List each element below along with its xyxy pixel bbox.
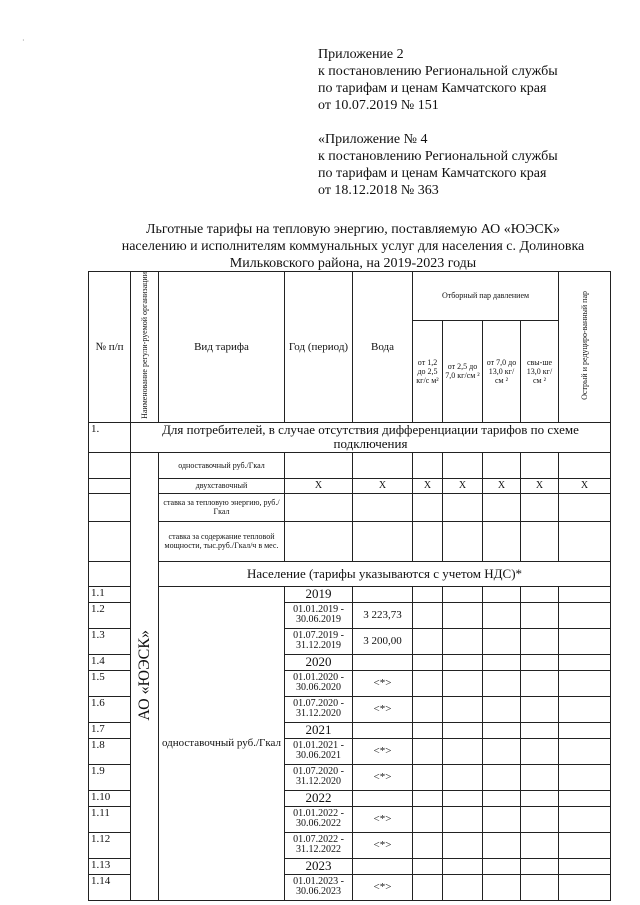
header-line: к постановлению Региональной службы xyxy=(318,64,558,79)
row-year: 2021 xyxy=(285,722,353,738)
empty-cell xyxy=(483,790,521,806)
row-water: <*> xyxy=(353,738,413,764)
header-steam-3: от 7,0 до 13,0 кг/см ² xyxy=(483,320,521,422)
empty-cell xyxy=(559,790,611,806)
row-water: <*> xyxy=(353,806,413,832)
header-steam-4: свы-ше 13,0 кг/см ² xyxy=(521,320,559,422)
empty-cell xyxy=(89,493,131,521)
empty-cell xyxy=(443,521,483,561)
header-line: от 10.07.2019 № 151 xyxy=(318,98,439,113)
header-tariff-type: Вид тарифа xyxy=(159,272,285,423)
empty-cell xyxy=(443,654,483,670)
empty-cell xyxy=(443,738,483,764)
empty-cell xyxy=(559,874,611,900)
empty-cell xyxy=(483,806,521,832)
empty-cell xyxy=(443,602,483,628)
empty-cell xyxy=(443,586,483,602)
header-line: к постановлению Региональной службы xyxy=(318,149,558,164)
empty-cell xyxy=(285,452,353,478)
row-period: 01.07.2019 - 31.12.2019 xyxy=(285,628,353,654)
empty-cell xyxy=(483,832,521,858)
row-num: 1.11 xyxy=(89,806,131,832)
empty-cell xyxy=(559,521,611,561)
row-num: 1.10 xyxy=(89,790,131,806)
empty-cell xyxy=(353,790,413,806)
tariff-table xyxy=(88,271,611,901)
empty-cell xyxy=(89,452,131,478)
header-sharp-steam-label: Острый и редуциро-ванный пар xyxy=(580,291,589,400)
empty-cell xyxy=(353,654,413,670)
empty-cell xyxy=(559,654,611,670)
row-period: 01.01.2019 - 30.06.2019 xyxy=(285,602,353,628)
empty-cell xyxy=(443,874,483,900)
empty-cell xyxy=(443,670,483,696)
empty-cell xyxy=(443,722,483,738)
org-cell xyxy=(131,452,159,900)
scan-artifact: · xyxy=(22,36,25,45)
empty-cell xyxy=(413,602,443,628)
tariff-table-wrapper xyxy=(88,271,610,901)
row-num: 1.14 xyxy=(89,874,131,900)
section-num: 1. xyxy=(89,422,131,452)
empty-cell xyxy=(483,602,521,628)
document-title xyxy=(88,221,618,272)
appendix-header-current xyxy=(318,46,558,114)
empty-cell xyxy=(353,521,413,561)
header-line: «Приложение № 4 xyxy=(318,132,428,147)
empty-cell xyxy=(483,670,521,696)
empty-cell xyxy=(559,628,611,654)
empty-cell xyxy=(413,696,443,722)
empty-cell xyxy=(521,452,559,478)
header-steam-1: от 1,2 до 2,5 кг/с м² xyxy=(413,320,443,422)
empty-cell xyxy=(285,521,353,561)
header-org-label: Наименование регули-руемой организации xyxy=(140,272,149,419)
row-period: 01.01.2020 - 30.06.2020 xyxy=(285,670,353,696)
row-num: 1.5 xyxy=(89,670,131,696)
consumer-rate-capacity: ставка за содержание тепловой мощности, тыс.руб./Гкал/ч в мес. xyxy=(159,521,285,561)
empty-cell xyxy=(89,478,131,493)
empty-cell xyxy=(559,602,611,628)
empty-cell xyxy=(483,722,521,738)
empty-cell xyxy=(443,452,483,478)
row-num: 1.12 xyxy=(89,832,131,858)
row-num: 1.9 xyxy=(89,764,131,790)
empty-cell xyxy=(413,764,443,790)
empty-cell xyxy=(521,493,559,521)
title-line: Мильковского района, на 2019-2023 годы xyxy=(229,256,477,271)
header-year: Год (период) xyxy=(285,272,353,423)
empty-cell xyxy=(413,670,443,696)
title-line: населению и исполнителям коммунальных услуг для населения с. Долиновка xyxy=(121,239,585,254)
mark-x: X xyxy=(285,478,353,493)
empty-cell xyxy=(559,493,611,521)
empty-cell xyxy=(483,493,521,521)
empty-cell xyxy=(521,586,559,602)
empty-cell xyxy=(559,586,611,602)
empty-cell xyxy=(353,452,413,478)
empty-cell xyxy=(483,654,521,670)
empty-cell xyxy=(413,858,443,874)
header-line: от 18.12.2018 № 363 xyxy=(318,183,439,198)
empty-cell xyxy=(443,832,483,858)
population-tariff: одноставочный руб./Гкал xyxy=(159,586,285,900)
empty-cell xyxy=(521,764,559,790)
empty-cell xyxy=(443,858,483,874)
empty-cell xyxy=(559,722,611,738)
row-water: <*> xyxy=(353,696,413,722)
empty-cell xyxy=(413,493,443,521)
row-period: 01.07.2020 - 31.12.2020 xyxy=(285,696,353,722)
empty-cell xyxy=(353,722,413,738)
row-year: 2019 xyxy=(285,586,353,602)
empty-cell xyxy=(285,493,353,521)
row-water: 3 223,73 xyxy=(353,602,413,628)
appendix-header-previous xyxy=(318,131,558,199)
header-sharp-steam xyxy=(559,272,611,423)
empty-cell xyxy=(483,858,521,874)
header-line: по тарифам и ценам Камчатского края xyxy=(318,166,547,181)
empty-cell xyxy=(443,790,483,806)
row-water: 3 200,00 xyxy=(353,628,413,654)
empty-cell xyxy=(559,806,611,832)
mark-x: X xyxy=(483,478,521,493)
empty-cell xyxy=(353,493,413,521)
empty-cell xyxy=(521,832,559,858)
row-year: 2023 xyxy=(285,858,353,874)
header-steam-group: Отборный пар давлением xyxy=(413,272,559,321)
empty-cell xyxy=(413,874,443,900)
row-num: 1.3 xyxy=(89,628,131,654)
empty-cell xyxy=(559,764,611,790)
empty-cell xyxy=(559,832,611,858)
consumer-two-part: двухставочный xyxy=(159,478,285,493)
row-year: 2022 xyxy=(285,790,353,806)
empty-cell xyxy=(443,764,483,790)
population-title: Население (тарифы указываются с учетом НДС)* xyxy=(159,561,611,586)
empty-cell xyxy=(443,696,483,722)
empty-cell xyxy=(413,722,443,738)
empty-cell xyxy=(483,764,521,790)
row-water: <*> xyxy=(353,670,413,696)
empty-cell xyxy=(521,670,559,696)
empty-cell xyxy=(521,628,559,654)
empty-cell xyxy=(413,654,443,670)
row-num: 1.2 xyxy=(89,602,131,628)
empty-cell xyxy=(521,521,559,561)
row-num: 1.1 xyxy=(89,586,131,602)
empty-cell xyxy=(483,874,521,900)
empty-cell xyxy=(483,696,521,722)
empty-cell xyxy=(89,521,131,561)
empty-cell xyxy=(483,521,521,561)
empty-cell xyxy=(521,654,559,670)
empty-cell xyxy=(559,858,611,874)
empty-cell xyxy=(483,628,521,654)
header-line: Приложение 2 xyxy=(318,47,404,62)
mark-x: X xyxy=(413,478,443,493)
mark-x: X xyxy=(521,478,559,493)
empty-cell xyxy=(521,722,559,738)
mark-x: X xyxy=(559,478,611,493)
empty-cell xyxy=(413,738,443,764)
row-num: 1.4 xyxy=(89,654,131,670)
org-name: АО «ЮЭСК» xyxy=(135,629,153,721)
header-org xyxy=(131,272,159,423)
mark-x: X xyxy=(443,478,483,493)
empty-cell xyxy=(521,858,559,874)
empty-cell xyxy=(443,628,483,654)
empty-cell xyxy=(559,696,611,722)
empty-cell xyxy=(521,738,559,764)
header-steam-2: от 2,5 до 7,0 кг/см ² xyxy=(443,320,483,422)
empty-cell xyxy=(521,806,559,832)
row-water: <*> xyxy=(353,764,413,790)
section-title: Для потребителей, в случае отсутствия дифференциации тарифов по схеме подключения xyxy=(131,422,611,452)
empty-cell xyxy=(89,561,131,586)
empty-cell xyxy=(559,452,611,478)
empty-cell xyxy=(483,452,521,478)
row-num: 1.7 xyxy=(89,722,131,738)
empty-cell xyxy=(559,738,611,764)
header-line: по тарифам и ценам Камчатского края xyxy=(318,81,547,96)
row-period: 01.01.2022 - 30.06.2022 xyxy=(285,806,353,832)
row-period: 01.01.2021 - 30.06.2021 xyxy=(285,738,353,764)
empty-cell xyxy=(353,586,413,602)
empty-cell xyxy=(413,521,443,561)
empty-cell xyxy=(413,832,443,858)
empty-cell xyxy=(413,790,443,806)
row-year: 2020 xyxy=(285,654,353,670)
mark-x: X xyxy=(353,478,413,493)
empty-cell xyxy=(559,670,611,696)
row-water: <*> xyxy=(353,874,413,900)
row-num: 1.6 xyxy=(89,696,131,722)
header-num: № п/п xyxy=(89,272,131,423)
row-period: 01.07.2020 - 31.12.2020 xyxy=(285,764,353,790)
row-water: <*> xyxy=(353,832,413,858)
empty-cell xyxy=(521,790,559,806)
row-num: 1.13 xyxy=(89,858,131,874)
empty-cell xyxy=(443,493,483,521)
title-line: Льготные тарифы на тепловую энергию, поставляемую АО «ЮЭСК» xyxy=(145,222,561,237)
empty-cell xyxy=(483,738,521,764)
empty-cell xyxy=(413,586,443,602)
empty-cell xyxy=(413,806,443,832)
row-num: 1.8 xyxy=(89,738,131,764)
row-period: 01.07.2022 - 31.12.2022 xyxy=(285,832,353,858)
empty-cell xyxy=(353,858,413,874)
consumer-rate-energy: ставка за тепловую энергию, руб./Гкал xyxy=(159,493,285,521)
empty-cell xyxy=(483,586,521,602)
empty-cell xyxy=(413,452,443,478)
header-water: Вода xyxy=(353,272,413,423)
consumer-one-part: одноставочный руб./Гкал xyxy=(159,452,285,478)
empty-cell xyxy=(443,806,483,832)
empty-cell xyxy=(521,602,559,628)
empty-cell xyxy=(521,874,559,900)
empty-cell xyxy=(413,628,443,654)
row-period: 01.01.2023 - 30.06.2023 xyxy=(285,874,353,900)
empty-cell xyxy=(521,696,559,722)
